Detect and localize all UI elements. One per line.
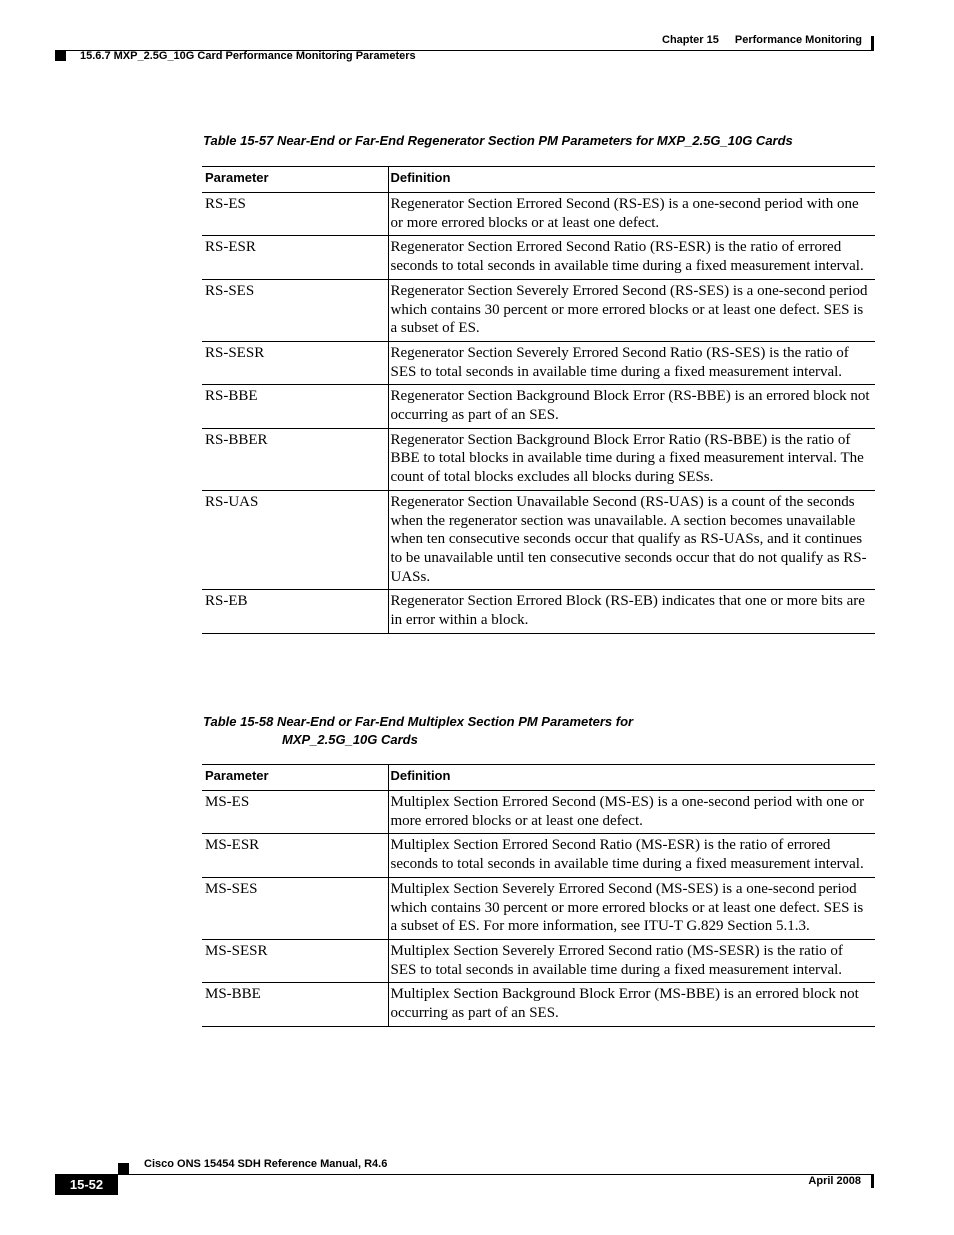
caption-line: Table 15-58 Near-End or Far-End Multiplex Section PM Parameters for [203, 714, 634, 729]
column-header-parameter: Parameter [202, 765, 388, 791]
definition-cell: Multiplex Section Background Block Error (MS-BBE) is an errored block not occurring as part of an SES. [388, 983, 875, 1026]
footer-square [118, 1163, 129, 1174]
table-row [202, 490, 875, 590]
definition-cell: Regenerator Section Unavailable Second (RS-UAS) is a count of the seconds when the regenerator section was unavailable. A section becomes unavailable when ten consecutive seconds occur that qualify as RS-UASs, and it continues to be unavailable until ten consecutive seconds occur that do not qualify as RS-UASs. [388, 490, 875, 590]
table-header-row [202, 765, 875, 791]
table-row [202, 791, 875, 834]
caption-line: Table 15-57 Near-End or Far-End Regenerator Section PM Parameters for MXP_2.5G_10G Cards [203, 133, 793, 148]
running-header [600, 34, 862, 46]
publication-date: April 2008 [808, 1175, 861, 1187]
param-cell: MS-ESR [202, 834, 388, 877]
table-caption-15-58 [203, 713, 633, 749]
table-caption-15-57 [203, 132, 793, 150]
page-number: 15-52 [55, 1175, 118, 1195]
header-bar [871, 36, 874, 50]
definition-cell: Regenerator Section Background Block Error Ratio (RS-BBE) is the ratio of BBE to total blocks in available time during a fixed measurement interval. The count of total blocks excludes all blocks during SESs. [388, 428, 875, 490]
table-row [202, 385, 875, 428]
param-cell: RS-UAS [202, 490, 388, 590]
ms-pm-table [202, 764, 875, 1027]
definition-cell: Multiplex Section Severely Errored Second (MS-SES) is a one-second period which contains 30 percent or more errored blocks or at least one defect. SES is a subset of ES. For more information, see ITU-T G.829 Section 5.1.3. [388, 877, 875, 939]
definition-cell: Multiplex Section Errored Second (MS-ES) is a one-second period with one or more errored blocks or at least one defect. [388, 791, 875, 834]
param-cell: RS-ES [202, 193, 388, 236]
param-cell: MS-ES [202, 791, 388, 834]
param-cell: RS-EB [202, 590, 388, 633]
table-row [202, 834, 875, 877]
param-cell: RS-ESR [202, 236, 388, 279]
section-heading: 15.6.7 MXP_2.5G_10G Card Performance Monitoring Parameters [80, 50, 416, 62]
table-row [202, 428, 875, 490]
param-cell: RS-SESR [202, 341, 388, 384]
definition-cell: Regenerator Section Errored Block (RS-EB) indicates that one or more bits are in error within a block. [388, 590, 875, 633]
param-cell: MS-BBE [202, 983, 388, 1026]
table-row [202, 939, 875, 982]
column-header-definition: Definition [388, 167, 875, 193]
rs-pm-table [202, 166, 875, 634]
definition-cell: Regenerator Section Background Block Error (RS-BBE) is an errored block not occurring as part of an SES. [388, 385, 875, 428]
definition-cell: Regenerator Section Errored Second (RS-ES) is a one-second period with one or more errored blocks or at least one defect. [388, 193, 875, 236]
footer-bar [871, 1175, 874, 1188]
param-cell: RS-BBER [202, 428, 388, 490]
header-square [55, 50, 66, 61]
param-cell: RS-SES [202, 279, 388, 341]
table-row [202, 193, 875, 236]
definition-cell: Regenerator Section Severely Errored Second Ratio (RS-SES) is the ratio of SES to total seconds in available time during a fixed measurement interval. [388, 341, 875, 384]
definition-cell: Regenerator Section Errored Second Ratio (RS-ESR) is the ratio of errored seconds to total seconds in available time during a fixed measurement interval. [388, 236, 875, 279]
column-header-parameter: Parameter [202, 167, 388, 193]
table-row [202, 590, 875, 633]
footer-rule [55, 1174, 874, 1175]
table-row [202, 983, 875, 1026]
definition-cell: Multiplex Section Severely Errored Second ratio (MS-SESR) is the ratio of SES to total seconds in available time during a fixed measurement interval. [388, 939, 875, 982]
param-cell: MS-SES [202, 877, 388, 939]
param-cell: RS-BBE [202, 385, 388, 428]
param-cell: MS-SESR [202, 939, 388, 982]
chapter-number: Chapter 15 [662, 34, 719, 46]
caption-line-2: MXP_2.5G_10G Cards [282, 732, 418, 747]
table-row [202, 341, 875, 384]
chapter-title: Performance Monitoring [734, 34, 862, 46]
table-row [202, 279, 875, 341]
manual-title: Cisco ONS 15454 SDH Reference Manual, R4.6 [144, 1158, 388, 1170]
definition-cell: Regenerator Section Severely Errored Second (RS-SES) is a one-second period which contains 30 percent or more errored blocks or at least one defect. SES is a subset of ES. [388, 279, 875, 341]
table-header-row [202, 167, 875, 193]
definition-cell: Multiplex Section Errored Second Ratio (MS-ESR) is the ratio of errored seconds to total seconds in available time during a fixed measurement interval. [388, 834, 875, 877]
table-row [202, 236, 875, 279]
table-row [202, 877, 875, 939]
column-header-definition: Definition [388, 765, 875, 791]
